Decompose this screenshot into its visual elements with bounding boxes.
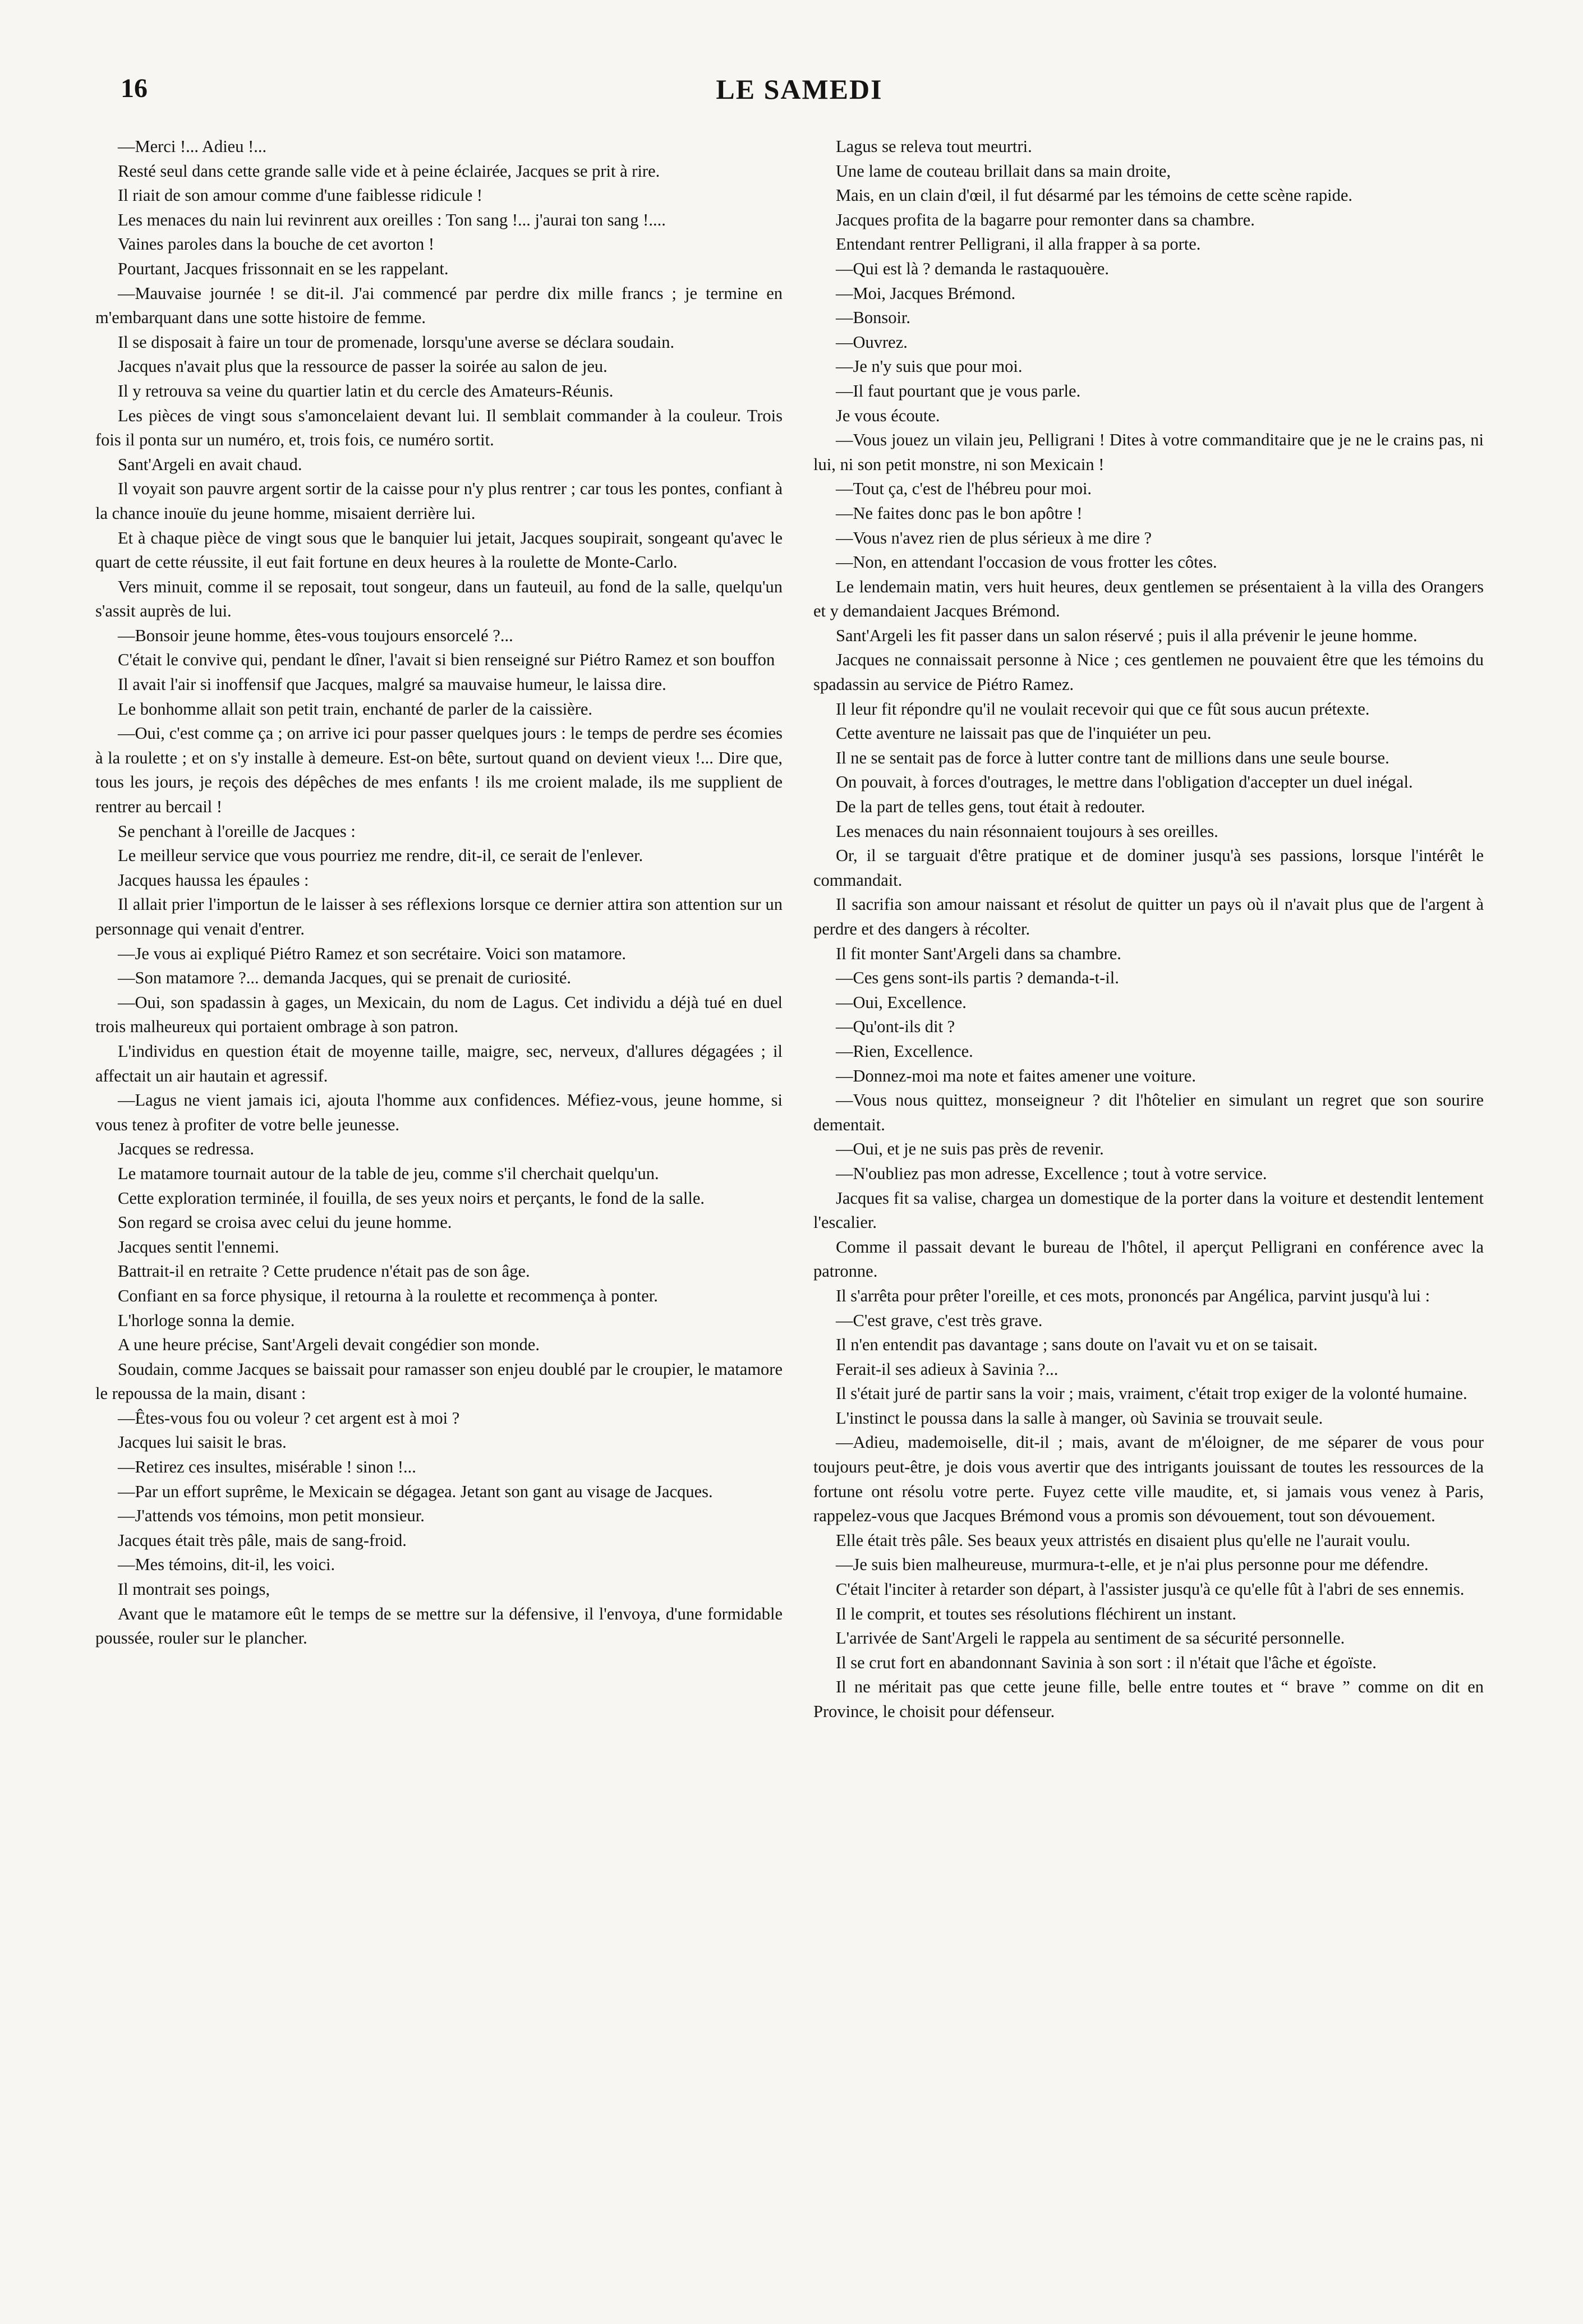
- paragraph: Il leur fit répondre qu'il ne voulait recevoir qui que ce fût sous aucun prétexte.: [836, 699, 1370, 719]
- paragraph: Il sacrifia son amour naissant et résolut de quitter un pays où il n'avait plus que de l'argent à perdre et des dangers à récolter.: [813, 895, 1484, 938]
- paragraph: Resté seul dans cette grande salle vide et à peine éclairée, Jacques se prit à rire.: [118, 161, 660, 181]
- paragraph: —Vous n'avez rien de plus sérieux à me dire ?: [836, 528, 1152, 547]
- paragraph: Mais, en un clain d'œil, il fut désarmé par les témoins de cette scène rapide.: [836, 186, 1353, 205]
- paragraph: Il s'arrêta pour prêter l'oreille, et ces mots, prononcés par Angélica, parvint jusqu'à lui :: [836, 1286, 1430, 1305]
- paragraph: Ferait-il ses adieux à Savinia ?...: [836, 1359, 1059, 1379]
- paragraph: Il montrait ses poings,: [118, 1580, 270, 1599]
- paragraph: Il allait prier l'importun de le laisser à ses réflexions lorsque ce dernier attira son attention sur un personnage qui venait d'entrer.: [95, 895, 783, 938]
- paragraph: —Par un effort suprême, le Mexicain se dégagea. Jetant son gant au visage de Jacques.: [118, 1481, 713, 1501]
- paragraph: —Bonsoir jeune homme, êtes-vous toujours ensorcelé ?...: [118, 625, 513, 645]
- paragraph: —Merci !... Adieu !...: [118, 137, 267, 156]
- paragraph: —Je vous ai expliqué Piétro Ramez et son secrétaire. Voici son matamore.: [118, 944, 627, 963]
- paragraph: Il se crut fort en abandonnant Savinia à son sort : il n'était que l'âche et égoïste.: [836, 1653, 1377, 1672]
- paragraph: Il se disposait à faire un tour de promenade, lorsqu'une averse se déclara soudain.: [118, 332, 675, 352]
- paragraph: L'instinct le poussa dans la salle à manger, où Savinia se trouvait seule.: [836, 1408, 1323, 1428]
- paragraph: Les menaces du nain résonnaient toujours à ses oreilles.: [836, 821, 1218, 841]
- paragraph: Il riait de son amour comme d'une faiblesse ridicule !: [118, 186, 483, 205]
- paragraph: —Je n'y suis que pour moi.: [836, 357, 1023, 376]
- paragraph: Le matamore tournait autour de la table de jeu, comme s'il cherchait quelqu'un.: [118, 1163, 659, 1183]
- paragraph: Jacques se redressa.: [118, 1139, 255, 1159]
- paragraph: —Je suis bien malheureuse, murmura-t-elle, et je n'ai plus personne pour me défendre.: [836, 1555, 1429, 1575]
- page-header: [121, 73, 1478, 112]
- paragraph: Confiant en sa force physique, il retourna à la roulette et recommença à ponter.: [118, 1286, 658, 1305]
- paragraph: Il s'était juré de partir sans la voir ; mais, vraiment, c'était trop exiger de la volonté humaine.: [836, 1384, 1467, 1403]
- right-column: [813, 135, 1484, 1724]
- paragraph: Vers minuit, comme il se reposait, tout songeur, dans un fauteuil, au fond de la salle, quelqu'un s'assit auprès de lui.: [95, 577, 783, 621]
- paragraph: Il le comprit, et toutes ses résolutions fléchirent un instant.: [836, 1604, 1237, 1623]
- paragraph: Les pièces de vingt sous s'amoncelaient devant lui. Il semblait commander à la couleur. Trois fois il ponta sur un numéro, et, trois fois, ce numéro sortit.: [95, 406, 783, 450]
- paragraph: C'était l'inciter à retarder son départ, à l'assister jusqu'à ce qu'elle fût à l'abri de ses ennemis.: [836, 1580, 1465, 1599]
- paragraph: —Qu'ont-ils dit ?: [836, 1017, 955, 1037]
- paragraph: Les menaces du nain lui revinrent aux oreilles : Ton sang !... j'aurai ton sang !....: [118, 210, 666, 229]
- paragraph: —Ces gens sont-ils partis ? demanda-t-il.: [836, 968, 1119, 988]
- paragraph: —Vous jouez un vilain jeu, Pelligrani ! Dites à votre commanditaire que je ne le crains pas, ni lui, ni son petit monstre, ni son Mexicain !: [813, 430, 1484, 474]
- paragraph: —Oui, Excellence.: [836, 992, 967, 1012]
- paragraph: —Lagus ne vient jamais ici, ajouta l'homme aux confidences. Méfiez-vous, jeune homme, si vous tenez à profiter de votre belle jeunesse.: [95, 1090, 783, 1134]
- paragraph: —Oui, c'est comme ça ; on arrive ici pour passer quelques jours : le temps de perdre ses écomies à la roulette ; et on s'y installe à demeure. Est-on bête, surtout quand on devient vieux !... Dire que, tous les jours, je reçois des dépêches de mes enfants ! ils me croient malade, ils me supplient de rentrer au bercail !: [95, 724, 783, 817]
- paragraph: —Bonsoir.: [836, 308, 911, 328]
- paragraph: —Tout ça, c'est de l'hébreu pour moi.: [836, 479, 1092, 499]
- page-number: 16: [121, 73, 148, 103]
- paragraph: Il y retrouva sa veine du quartier latin et du cercle des Amateurs-Réunis.: [118, 381, 614, 401]
- paragraph: On pouvait, à forces d'outrages, le mettre dans l'obligation d'accepter un duel inégal.: [836, 772, 1413, 792]
- paragraph: —C'est grave, c'est très grave.: [836, 1310, 1043, 1330]
- paragraph: —Non, en attendant l'occasion de vous frotter les côtes.: [836, 553, 1217, 572]
- paragraph: Vaines paroles dans la bouche de cet avorton !: [118, 234, 435, 254]
- paragraph: —Son matamore ?... demanda Jacques, qui se prenait de curiosité.: [118, 968, 571, 988]
- paragraph: —Retirez ces insultes, misérable ! sinon !...: [118, 1457, 416, 1477]
- paragraph: Le bonhomme allait son petit train, enchanté de parler de la caissière.: [118, 699, 593, 719]
- paragraph: Battrait-il en retraite ? Cette prudence n'était pas de son âge.: [118, 1262, 530, 1281]
- paragraph: Avant que le matamore eût le temps de se mettre sur la défensive, il l'envoya, d'une formidable poussée, rouler sur le plancher.: [95, 1604, 783, 1648]
- paragraph: Lagus se releva tout meurtri.: [836, 137, 1032, 156]
- paragraph: Comme il passait devant le bureau de l'hôtel, il aperçut Pelligrani en conférence avec la patronne.: [813, 1237, 1484, 1281]
- paragraph: —Moi, Jacques Brémond.: [836, 283, 1016, 303]
- paragraph: Jacques sentit l'ennemi.: [118, 1237, 279, 1257]
- paragraph: Il avait l'air si inoffensif que Jacques, malgré sa mauvaise humeur, le laissa dire.: [118, 675, 666, 694]
- paragraph: Or, il se targuait d'être pratique et de dominer jusqu'à ses passions, lorsque l'intérêt le commandait.: [813, 846, 1484, 890]
- paragraph: Le lendemain matin, vers huit heures, deux gentlemen se présentaient à la villa des Orangers et y demandaient Jacques Brémond.: [813, 577, 1484, 621]
- paragraph: —Mauvaise journée ! se dit-il. J'ai commencé par perdre dix mille francs ; je termine en m'embarquant dans une sotte histoire de femme.: [95, 283, 783, 328]
- paragraph: Se penchant à l'oreille de Jacques :: [118, 821, 356, 841]
- paragraph: —Vous nous quittez, monseigneur ? dit l'hôtelier en simulant un regret que son sourire dementait.: [813, 1090, 1484, 1134]
- paragraph: —Il faut pourtant que je vous parle.: [836, 381, 1081, 401]
- paragraph: —Êtes-vous fou ou voleur ? cet argent est à moi ?: [118, 1408, 460, 1428]
- paragraph: Une lame de couteau brillait dans sa main droite,: [836, 161, 1171, 181]
- paragraph: Pourtant, Jacques frissonnait en se les rappelant.: [118, 259, 449, 278]
- paragraph: Jacques haussa les épaules :: [118, 870, 309, 890]
- paragraph: Il ne méritait pas que cette jeune fille, belle entre toutes et “ brave ” comme on dit en Province, le choisit pour défenseur.: [813, 1677, 1484, 1721]
- paragraph: Jacques était très pâle, mais de sang-froid.: [118, 1530, 407, 1550]
- paragraph: L'horloge sonna la demie.: [118, 1310, 295, 1330]
- paragraph: —N'oubliez pas mon adresse, Excellence ; tout à votre service.: [836, 1163, 1267, 1183]
- paragraph: Soudain, comme Jacques se baissait pour ramasser son enjeu doublé par le croupier, le matamore le repoussa de la main, disant :: [95, 1359, 783, 1403]
- running-title: LE SAMEDI: [716, 73, 883, 105]
- paragraph: Jacques n'avait plus que la ressource de passer la soirée au salon de jeu.: [118, 357, 608, 376]
- paragraph: Sant'Argeli en avait chaud.: [118, 454, 302, 474]
- paragraph: De la part de telles gens, tout était à redouter.: [836, 797, 1145, 817]
- paragraph: Jacques fit sa valise, chargea un domestique de la porter dans la voiture et destendit lentement l'escalier.: [813, 1188, 1484, 1232]
- paragraph: Le meilleur service que vous pourriez me rendre, dit-il, ce serait de l'enlever.: [118, 846, 643, 866]
- paragraph: Il fit monter Sant'Argeli dans sa chambre.: [836, 944, 1121, 963]
- paragraph: Je vous écoute.: [836, 406, 940, 425]
- paragraph: —Oui, son spadassin à gages, un Mexicain, du nom de Lagus. Cet individu a déjà tué en duel trois malheureux qui portaient ombrage à son patron.: [95, 992, 783, 1037]
- paragraph: Jacques lui saisit le bras.: [118, 1433, 287, 1452]
- paragraph: Entendant rentrer Pelligrani, il alla frapper à sa porte.: [836, 234, 1201, 254]
- paragraph: —Adieu, mademoiselle, dit-il ; mais, avant de m'éloigner, de me séparer de vous pour toujours peut-être, je dois vous avertir que des intrigants jouissant de toutes les ressources de la fortune ont résolu votre perte. Fuyez cette ville maudite, et, si jamais vous venez à Paris, rappelez-vous que Jacques Brémond vous a promis son dévouement, tout son dévouement.: [813, 1433, 1484, 1526]
- paragraph: L'arrivée de Sant'Argeli le rappela au sentiment de sa sécurité personnelle.: [836, 1628, 1345, 1648]
- paragraph: —Oui, et je ne suis pas près de revenir.: [836, 1139, 1104, 1159]
- paragraph: C'était le convive qui, pendant le dîner, l'avait si bien renseigné sur Piétro Ramez et son bouffon: [118, 650, 775, 670]
- paragraph: Il voyait son pauvre argent sortir de la caisse pour n'y plus rentrer ; car tous les pontes, confiant à la chance inouïe du jeune homme, misaient derrière lui.: [95, 479, 783, 523]
- paragraph: —Ouvrez.: [836, 332, 908, 352]
- paragraph: Son regard se croisa avec celui du jeune homme.: [118, 1213, 452, 1232]
- paragraph: Jacques ne connaissait personne à Nice ; ces gentlemen ne pouvaient être que les témoins du spadassin au service de Piétro Ramez.: [813, 650, 1484, 694]
- paragraph: Cette aventure ne laissait pas que de l'inquiéter un peu.: [836, 724, 1212, 743]
- paragraph: —Rien, Excellence.: [836, 1041, 973, 1061]
- paragraph: Sant'Argeli les fit passer dans un salon réservé ; puis il alla prévenir le jeune homme.: [836, 625, 1418, 645]
- paragraph: Il n'en entendit pas davantage ; sans doute on l'avait vu et on se taisait.: [836, 1335, 1318, 1355]
- paragraph: Elle était très pâle. Ses beaux yeux attristés en disaient plus qu'elle ne l'aurait voulu.: [836, 1530, 1410, 1550]
- paragraph: Il ne se sentait pas de force à lutter contre tant de millions dans une seule bourse.: [836, 748, 1389, 767]
- paragraph: Jacques profita de la bagarre pour remonter dans sa chambre.: [836, 210, 1255, 229]
- paragraph: —Donnez-moi ma note et faites amener une voiture.: [836, 1066, 1196, 1085]
- paragraph: Cette exploration terminée, il fouilla, de ses yeux noirs et perçants, le fond de la salle.: [118, 1188, 705, 1208]
- paragraph: Et à chaque pièce de vingt sous que le banquier lui jetait, Jacques soupirait, songeant qu'avec le quart de cette réussite, il eut fait fortune en deux heures à la roulette de Monte-Carlo.: [95, 528, 783, 572]
- paragraph: A une heure précise, Sant'Argeli devait congédier son monde.: [118, 1335, 540, 1355]
- paragraph: —Ne faites donc pas le bon apôtre !: [836, 503, 1083, 523]
- left-column: [95, 135, 783, 1651]
- paragraph: —J'attends vos témoins, mon petit monsieur.: [118, 1506, 425, 1526]
- paragraph: —Mes témoins, dit-il, les voici.: [118, 1555, 335, 1575]
- paragraph: L'individus en question était de moyenne taille, maigre, sec, nerveux, d'allures dégagées ; il affectait un air hautain et agressif.: [95, 1041, 783, 1085]
- paragraph: —Qui est là ? demanda le rastaquouère.: [836, 259, 1109, 278]
